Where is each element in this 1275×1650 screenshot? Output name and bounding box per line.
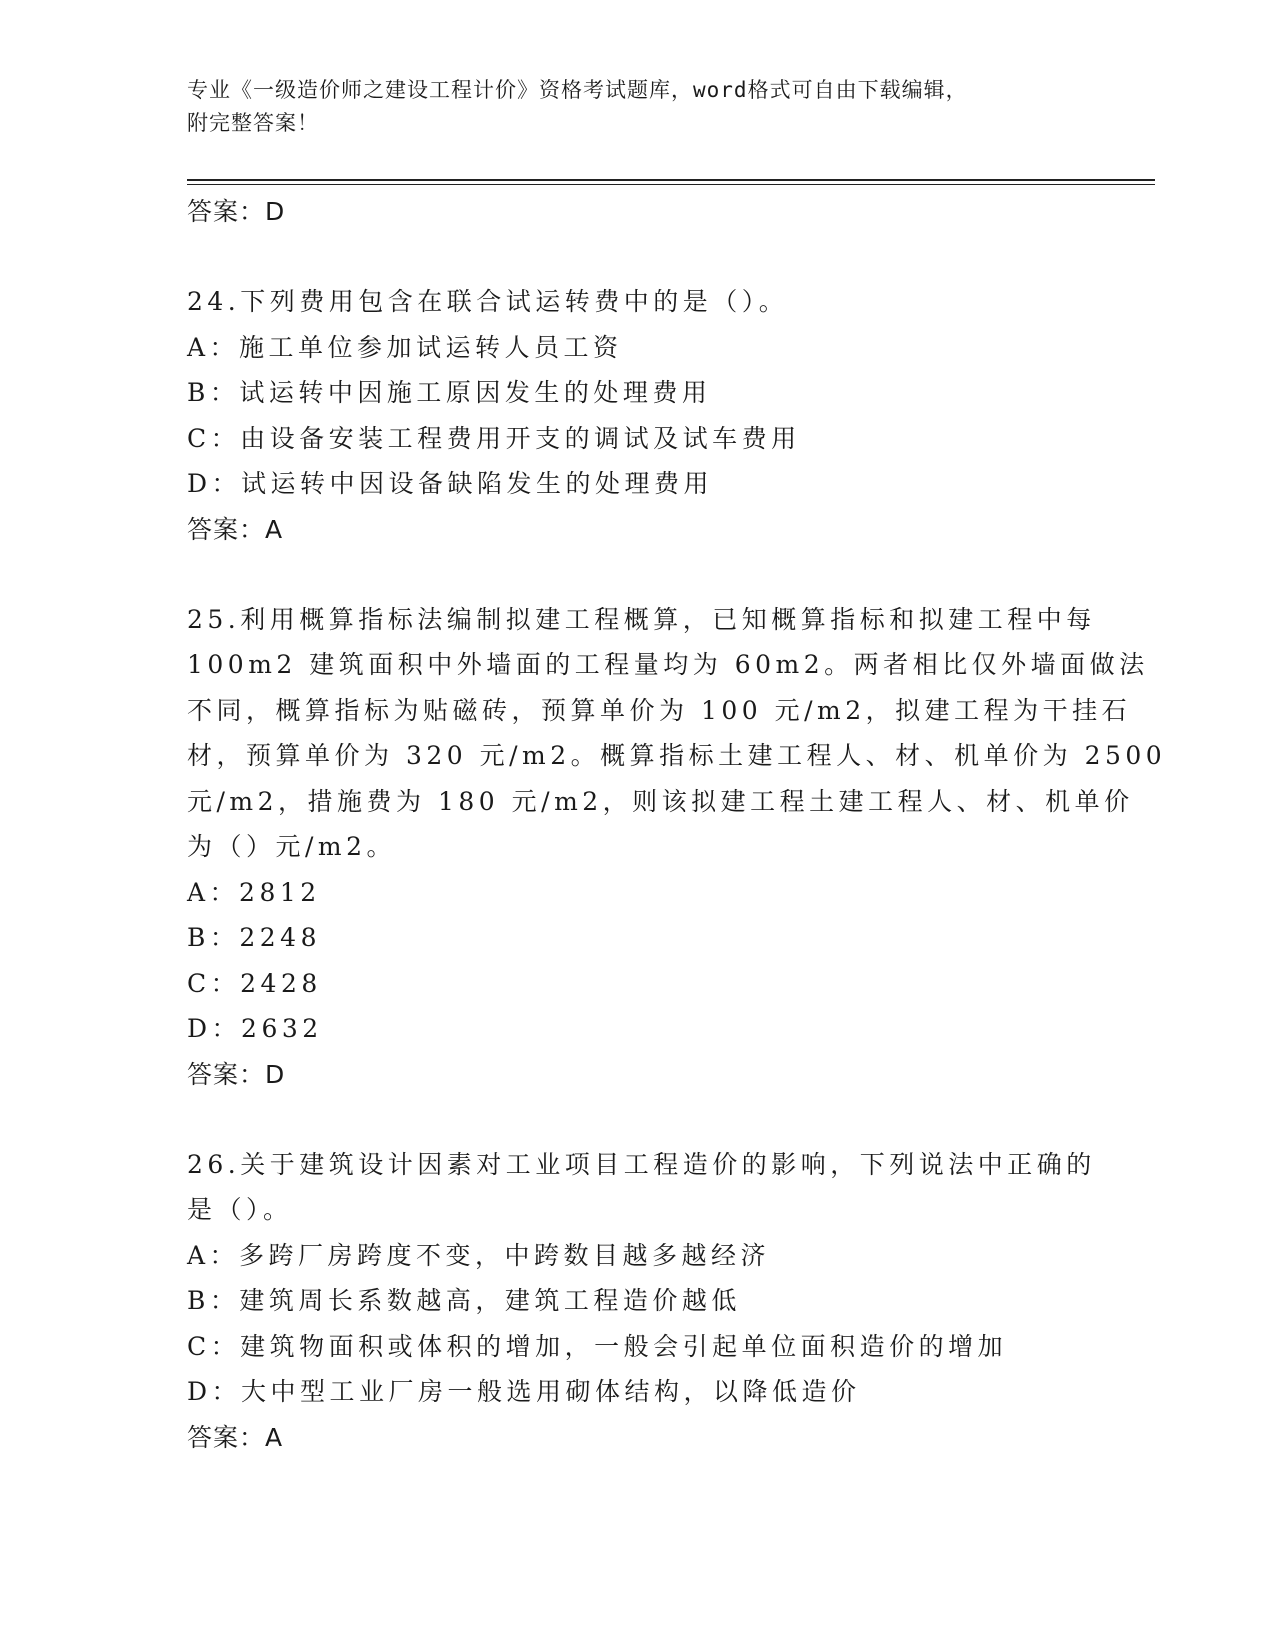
question-stem-line: 元/m2，措施费为 180 元/m2，则该拟建工程土建工程人、材、机单价 — [187, 786, 1134, 816]
option-b: B：2248 — [187, 923, 321, 952]
document-header — [187, 74, 1067, 140]
option-b: B：建筑周长系数越高，建筑工程造价越低 — [187, 1286, 741, 1315]
option-c: C：2428 — [187, 968, 322, 998]
option-a: A：多跨厂房跨度不变，中跨数目越多越经济 — [187, 1240, 771, 1270]
question-stem-line: 26.关于建筑设计因素对工业项目工程造价的影响，下列说法中正确的 — [187, 1149, 1096, 1179]
option-d: D：试运转中因设备缺陷发生的处理费用 — [187, 469, 714, 498]
answer-label: 答案：A — [187, 514, 284, 544]
question-stem-line: 材，预算单价为 320 元/m2。概算指标土建工程人、材、机单价为 2500 — [187, 741, 1167, 770]
option-d: D：2632 — [187, 1014, 323, 1043]
question-24 — [187, 279, 1087, 552]
question-stem-line: 100m2 建筑面积中外墙面的工程量均为 60m2。两者相比仅外墙面做法 — [187, 650, 1149, 679]
question-stem-line: 是（）。 — [187, 1195, 293, 1224]
answer-label: 答案：A — [187, 1422, 284, 1452]
option-a: A：施工单位参加试运转人员工资 — [187, 332, 623, 362]
question-stem-line: 为（）元/m2。 — [187, 832, 397, 861]
header-divider-thick — [187, 179, 1155, 181]
option-c: C：由设备安装工程费用开支的调试及试车费用 — [187, 423, 801, 453]
option-d: D：大中型工业厂房一般选用砌体结构，以降低造价 — [187, 1377, 861, 1406]
question-stem: 24.下列费用包含在联合试运转费中的是（）。 — [187, 287, 789, 316]
question-25 — [187, 597, 1167, 1097]
answer-label: 答案：D — [187, 1059, 286, 1089]
header-line-1: 专业《一级造价师之建设工程计价》资格考试题库，word格式可自由下载编辑， — [187, 78, 968, 102]
question-26 — [187, 1142, 1096, 1460]
question-stem-line: 不同，概算指标为贴磁砖，预算单价为 100 元/m2，拟建工程为干挂石 — [187, 695, 1132, 725]
header-divider-thin — [187, 184, 1155, 185]
answer-label: 答案：D — [187, 197, 286, 226]
question-stem-line: 25.利用概算指标法编制拟建工程概算，已知概算指标和拟建工程中每 — [187, 604, 1096, 634]
header-line-2: 附完整答案！ — [187, 111, 319, 135]
document-body — [187, 189, 1167, 1460]
option-b: B：试运转中因施工原因发生的处理费用 — [187, 378, 712, 407]
option-c: C：建筑物面积或体积的增加，一般会引起单位面积造价的增加 — [187, 1331, 1008, 1361]
option-a: A：2812 — [187, 877, 321, 907]
